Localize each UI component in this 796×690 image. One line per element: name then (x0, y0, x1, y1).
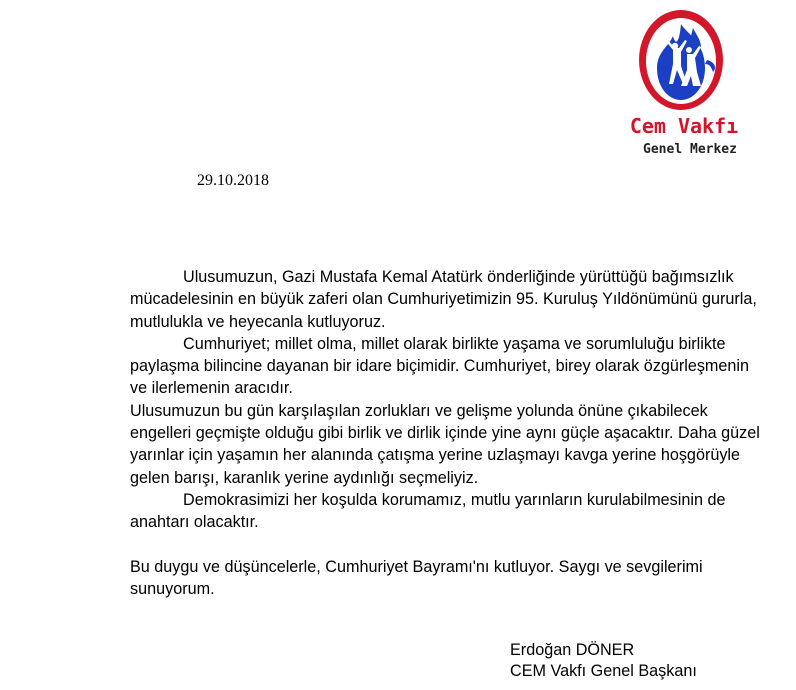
paragraph-5: Bu duygu ve düşüncelerle, Cumhuriyet Bayramı'nı kutluyor. Saygı ve sevgilerimi sunuyorum. (130, 557, 703, 598)
organization-subtitle: Genel Merkez (643, 142, 737, 157)
signature-block (510, 640, 697, 682)
paragraph-3: Ulusumuzun bu gün karşılaşılan zorlukları ve gelişme yolunda önüne çıkabilecek engelleri geçmişte olduğu gibi birlik ve dirlik içinde yine aynı güçle aşacaktır. Daha güzel yarınlar için yaşamın her alanında çatışma yerine uzlaşmayı kavga yerine hoşgörüyle gelen barışı, karanlık yerine aydınlığı seçmeliyiz. (130, 401, 760, 487)
paragraph-2: Cumhuriyet; millet olma, millet olarak birlikte yaşama ve sorumluluğu birlikte paylaşma bilincine dayanan bir idare biçimidir. Cumhuriyet, birey olarak özgürleşmenin ve ilerlemenin aracıdır. (130, 334, 750, 398)
cem-vakfi-emblem-icon (635, 6, 727, 114)
signatory-title: CEM Vakfı Genel Başkanı (510, 662, 697, 680)
signatory-name: Erdoğan DÖNER (510, 641, 635, 659)
letter-body (130, 266, 770, 600)
paragraph-spacer (130, 534, 770, 556)
paragraph-1: Ulusumuzun, Gazi Mustafa Kemal Atatürk önderliğinde yürüttüğü bağımsızlık mücadelesinin en büyük zaferi olan Cumhuriyetimizin 95. Kuruluş Yıldönümünü gururla, mutlulukla ve heyecanla kutluyoruz. (130, 268, 757, 331)
organization-logo-block (610, 6, 760, 160)
paragraph-4: Demokrasimizi her koşulda korumamız, mutlu yarınların kurulabilmesinin de anahtarı olacaktır. (130, 490, 726, 532)
letter-date: 29.10.2018 (197, 172, 269, 189)
organization-name: Cem Vakfı (629, 114, 739, 138)
